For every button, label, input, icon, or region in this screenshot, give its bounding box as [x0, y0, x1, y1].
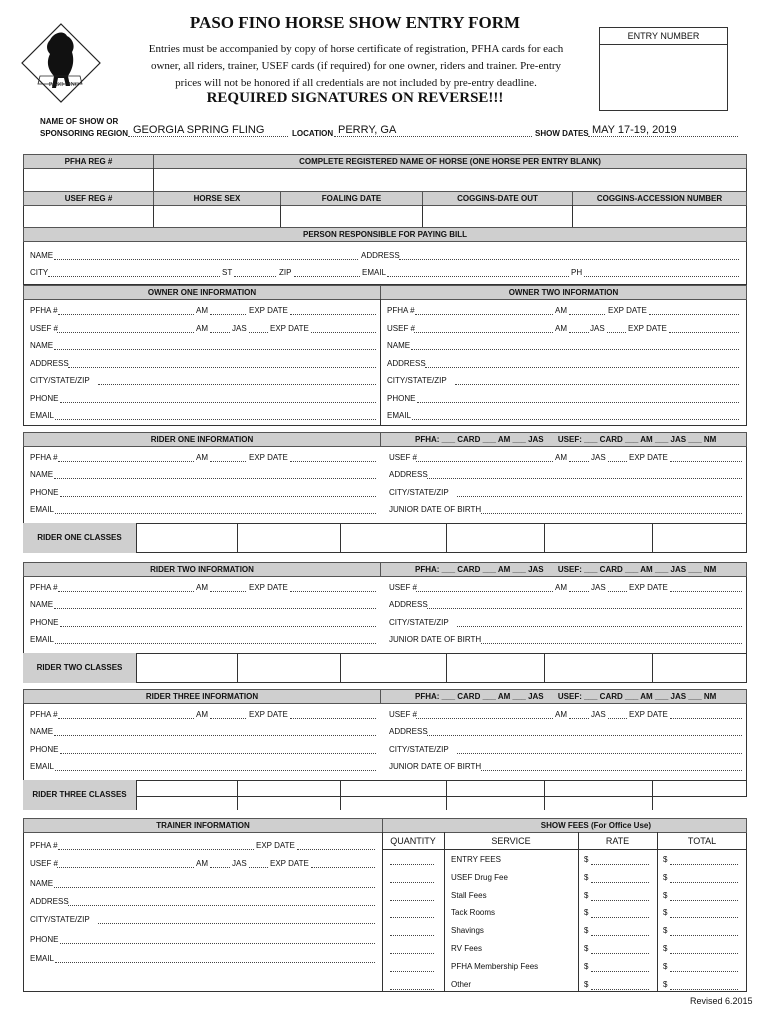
rider2-jas-label: JAS: [591, 583, 606, 592]
horse-sex-header: HORSE SEX: [153, 191, 281, 206]
show-name-label-2: SPONSORING REGION: [40, 129, 129, 138]
fee-total-field-7[interactable]: [670, 971, 738, 972]
fee-total-field-5[interactable]: [670, 935, 738, 936]
rider2-email-field[interactable]: [55, 643, 376, 644]
rider3-address-field[interactable]: [427, 735, 742, 736]
rider2-usef-field[interactable]: [416, 591, 553, 592]
owner1-email-label: EMAIL: [30, 411, 55, 420]
rider2-jas-field[interactable]: [608, 591, 627, 592]
rider1-name-field[interactable]: [54, 478, 376, 479]
owner2-email-field[interactable]: [412, 419, 739, 420]
owner1-am-field[interactable]: [210, 314, 246, 315]
rider3-phone-field[interactable]: [60, 753, 376, 754]
notice: [112, 41, 600, 92]
owner1-exp-field[interactable]: [290, 314, 376, 315]
rider2-exp2-label: EXP DATE: [629, 583, 668, 592]
rider3-jas-label: JAS: [591, 710, 606, 719]
rider2-usef-cards: USEF: ___ CARD ___ AM ___ JAS ___ NM: [557, 565, 717, 574]
rider3-class-slot-3[interactable]: [340, 780, 341, 810]
fee-qty-field-2[interactable]: [390, 882, 434, 883]
trainer-pfha-label: PFHA #: [30, 841, 58, 850]
owner2-usef-label: USEF #: [387, 324, 416, 333]
rider3-class-slot-4[interactable]: [446, 780, 447, 810]
rider2-junior-label: JUNIOR DATE OF BIRTH: [389, 635, 482, 644]
rider1-junior-field[interactable]: [481, 513, 742, 514]
rider1-name-label: NAME: [30, 470, 54, 479]
rider2-am-field[interactable]: [210, 591, 246, 592]
owner1-exp2-label: EXP DATE: [270, 324, 309, 333]
rider1-am-field[interactable]: [210, 461, 246, 462]
rider1-address-label: ADDRESS: [389, 470, 428, 479]
rider1-am2-label: AM: [555, 453, 567, 462]
rider3-class-slot-6[interactable]: [652, 780, 653, 810]
fee-rate-dollar-7: $: [584, 961, 589, 971]
owner1-jas-field[interactable]: [249, 332, 268, 333]
rider1-usef-cards: USEF: ___ CARD ___ AM ___ JAS ___ NM: [557, 435, 717, 444]
owner1-usef-label: USEF #: [30, 324, 59, 333]
fee-service-6: RV Fees: [451, 944, 482, 953]
owner2-name-field[interactable]: [411, 349, 739, 350]
rider1-jas-label: JAS: [591, 453, 606, 462]
fee-total-field-8[interactable]: [670, 989, 738, 990]
fee-service-4: Tack Rooms: [451, 908, 496, 918]
rider1-class-slot-3[interactable]: [340, 523, 341, 553]
fee-service-8: Other: [451, 979, 472, 989]
trainer-jas-label: JAS: [232, 859, 247, 868]
rider2-address-label: ADDRESS: [389, 600, 428, 609]
rider1-class-slot-5[interactable]: [544, 523, 545, 553]
fee-total-field-1[interactable]: [670, 864, 738, 865]
owner2-phone-field[interactable]: [417, 402, 739, 403]
owner1-am2-field[interactable]: [210, 332, 230, 333]
revised-date: Revised 6.2015: [690, 996, 753, 1006]
rider1-usef-label: USEF #: [389, 453, 418, 462]
owner1-name-label: NAME: [30, 341, 54, 350]
owner2-address-label: ADDRESS: [387, 359, 426, 368]
rider3-email-field[interactable]: [55, 770, 376, 771]
show-dates-field[interactable]: [588, 136, 738, 137]
fee-total-field-6[interactable]: [670, 953, 738, 954]
rider3-usef-label: USEF #: [389, 710, 418, 719]
payer-name-label: NAME: [30, 251, 54, 260]
fee-total-dollar-4: $: [663, 908, 668, 918]
trainer-exp2-label: EXP DATE: [270, 859, 309, 868]
rider3-exp-label: EXP DATE: [249, 710, 288, 719]
owner2-pfha-label: PFHA #: [387, 306, 415, 315]
owner2-email-label: EMAIL: [387, 411, 412, 420]
owner2-address-field[interactable]: [425, 367, 739, 368]
owner1-am-label: AM: [196, 306, 208, 315]
fee-rate-field-6[interactable]: [591, 953, 649, 954]
rider3-pfha-label: PFHA #: [30, 710, 58, 719]
logo: [20, 22, 102, 104]
trainer-pfha-field[interactable]: [58, 849, 254, 850]
fee-total-dollar-5: $: [663, 926, 668, 936]
trainer-jas-field[interactable]: [249, 867, 268, 868]
fee-service-3: Stall Fees: [451, 890, 487, 900]
owner2-csz-field[interactable]: [455, 384, 739, 385]
rider1-phone-field[interactable]: [60, 496, 376, 497]
rider2-class-slot-4[interactable]: [446, 653, 447, 683]
owner1-phone-label: PHONE: [30, 394, 59, 403]
fee-total-dollar-3: $: [663, 890, 668, 900]
owner-divider: [380, 299, 381, 426]
rider3-phone-label: PHONE: [30, 745, 59, 754]
payer-ph-field[interactable]: [584, 276, 739, 277]
rider2-phone-label: PHONE: [30, 618, 59, 627]
payer-email-label: EMAIL: [362, 268, 387, 277]
fee-total-dollar-6: $: [663, 944, 668, 953]
required-signatures: REQUIRED SIGNATURES ON REVERSE!!!: [206, 90, 504, 106]
fee-qty-field-5[interactable]: [390, 935, 434, 936]
fee-total-field-3[interactable]: [670, 900, 738, 901]
owner2-phone-label: PHONE: [387, 394, 416, 403]
fee-rate-field-8[interactable]: [591, 989, 649, 990]
rider1-exp-field[interactable]: [290, 461, 376, 462]
usef-reg-header: USEF REG #: [23, 191, 154, 206]
rider2-cards-header: [380, 562, 747, 577]
rider2-csz-field[interactable]: [457, 626, 742, 627]
rider2-header: RIDER TWO INFORMATION: [23, 562, 381, 577]
trainer-address-field[interactable]: [68, 905, 375, 906]
fees-col-divider-2: [578, 832, 579, 992]
pfha-reg-header: PFHA REG #: [23, 154, 154, 169]
rider1-pfha-label: PFHA #: [30, 453, 58, 462]
rider1-exp2-label: EXP DATE: [629, 453, 668, 462]
rider3-header: RIDER THREE INFORMATION: [23, 689, 381, 704]
payer-st-field[interactable]: [234, 276, 276, 277]
rider1-csz-label: CITY/STATE/ZIP: [389, 488, 449, 497]
payer-ph-label: PH: [571, 268, 583, 277]
trainer-usef-label: USEF #: [30, 859, 59, 868]
rider1-class-slot-4[interactable]: [446, 523, 447, 553]
rider2-phone-field[interactable]: [60, 626, 376, 627]
fees-total-header: TOTAL: [687, 836, 717, 846]
notice-line-3: prices will not be honored if all credentials are not included by pre-entry deadline.: [175, 77, 537, 89]
rider1-email-field[interactable]: [55, 513, 376, 514]
rider2-pfha-cards: PFHA: ___ CARD ___ AM ___ JAS: [415, 565, 544, 574]
fee-rate-dollar-2: $: [584, 872, 589, 882]
rider3-exp2-label: EXP DATE: [629, 710, 668, 719]
fee-rate-field-4[interactable]: [591, 917, 649, 918]
rider3-junior-field[interactable]: [481, 770, 742, 771]
rider3-pfha-field[interactable]: [58, 718, 194, 719]
trainer-address-label: ADDRESS: [30, 897, 69, 906]
rider2-class-slot-3[interactable]: [340, 653, 341, 683]
payer-zip-label: ZIP: [279, 268, 292, 277]
rider2-pfha-field[interactable]: [58, 591, 194, 592]
fee-qty-field-8[interactable]: [390, 989, 434, 990]
owner1-am2-label: AM: [196, 324, 208, 333]
rider2-class-slot-1[interactable]: [136, 653, 137, 683]
fees-col-divider-3: [657, 832, 658, 992]
payer-city-field[interactable]: [48, 276, 220, 277]
trainer-exp-label: EXP DATE: [256, 841, 295, 850]
trainer-phone-field[interactable]: [60, 943, 375, 944]
fees-rate-header: RATE: [605, 836, 630, 846]
fee-service-1: ENTRY FEES: [451, 855, 501, 864]
coggins-accession-header: COGGINS-ACCESSION NUMBER: [572, 191, 747, 206]
rider3-cards-header: [380, 689, 747, 704]
rider2-exp2-field[interactable]: [670, 591, 742, 592]
payer-city-label: CITY: [30, 268, 49, 277]
owner1-exp-label: EXP DATE: [249, 306, 288, 315]
rider2-junior-field[interactable]: [481, 643, 742, 644]
rider2-address-field[interactable]: [427, 608, 742, 609]
rider1-email-label: EMAIL: [30, 505, 55, 514]
rider1-pfha-field[interactable]: [58, 461, 194, 462]
trainer-fees-divider: [382, 832, 383, 992]
rider2-am2-label: AM: [555, 583, 567, 592]
rider1-class-slot-2[interactable]: [237, 523, 238, 553]
notice-line-2: owner, all riders, trainer, USEF cards (if required) for one owner, riders and trainer. Pre-entry: [150, 60, 562, 72]
rider3-junior-label: JUNIOR DATE OF BIRTH: [389, 762, 482, 771]
owner2-name-label: NAME: [387, 341, 411, 350]
payer-email-field[interactable]: [387, 276, 569, 277]
fee-rate-dollar-6: $: [584, 944, 589, 953]
trainer-header: TRAINER INFORMATION: [23, 818, 383, 833]
owner1-address-label: ADDRESS: [30, 359, 69, 368]
payer-zip-field[interactable]: [294, 276, 360, 277]
rider2-class-slot-2[interactable]: [237, 653, 238, 683]
payer-address-field[interactable]: [399, 259, 739, 260]
owner1-csz-field[interactable]: [98, 384, 376, 385]
rider1-csz-field[interactable]: [457, 496, 742, 497]
rider2-name-field[interactable]: [54, 608, 376, 609]
fee-rate-dollar-3: $: [584, 890, 589, 900]
rider2-csz-label: CITY/STATE/ZIP: [389, 618, 449, 627]
foaling-date-header: FOALING DATE: [280, 191, 423, 206]
rider3-csz-label: CITY/STATE/ZIP: [389, 745, 449, 754]
trainer-name-label: NAME: [30, 879, 54, 888]
show-name-label-1: NAME OF SHOW OR: [40, 117, 119, 126]
owner1-name-field[interactable]: [54, 349, 376, 350]
rider1-class-slot-6[interactable]: [652, 523, 653, 553]
fees-quantity-header: QUANTITY: [390, 836, 436, 846]
fee-qty-field-1[interactable]: [390, 864, 434, 865]
rider3-usef-field[interactable]: [416, 718, 553, 719]
rider3-exp2-field[interactable]: [670, 718, 742, 719]
location-field[interactable]: [334, 136, 532, 137]
owner2-pfha-field[interactable]: [415, 314, 553, 315]
fee-total-dollar-1: $: [663, 855, 668, 864]
payer-header: PERSON RESPONSIBLE FOR PAYING BILL: [23, 227, 747, 242]
rider1-exp2-field[interactable]: [670, 461, 742, 462]
rider3-class-slot-2[interactable]: [237, 780, 238, 810]
rider1-classes-label: RIDER ONE CLASSES: [23, 523, 136, 553]
show-name-value: GEORGIA SPRING FLING: [133, 124, 265, 136]
rider1-cards-header: [380, 432, 747, 447]
logo-text: PASO FINO: [48, 82, 80, 88]
rider1-class-slot-1[interactable]: [136, 523, 137, 553]
rider2-am-label: AM: [196, 583, 208, 592]
fee-rate-dollar-4: $: [584, 908, 589, 918]
rider3-am2-field[interactable]: [569, 718, 589, 719]
fee-service-5: Shavings: [451, 926, 484, 936]
trainer-csz-field[interactable]: [98, 923, 375, 924]
trainer-email-field[interactable]: [55, 962, 375, 963]
show-dates-label: SHOW DATES: [535, 129, 589, 138]
pfha-reg-field[interactable]: [153, 168, 154, 191]
owner-two-header: OWNER TWO INFORMATION: [380, 285, 747, 300]
fee-total-dollar-7: $: [663, 961, 668, 971]
location-label: LOCATION: [292, 129, 334, 138]
fee-qty-field-6[interactable]: [390, 953, 434, 954]
owner2-am-label: AM: [555, 306, 567, 315]
rider2-exp-field[interactable]: [290, 591, 376, 592]
owner2-exp2-label: EXP DATE: [628, 324, 667, 333]
trainer-name-field[interactable]: [54, 887, 375, 888]
rider3-class-slot-5[interactable]: [544, 780, 545, 810]
owner1-csz-label: CITY/STATE/ZIP: [30, 376, 90, 385]
fee-qty-field-3[interactable]: [390, 900, 434, 901]
trainer-exp-field[interactable]: [297, 849, 375, 850]
rider3-classes-label: RIDER THREE CLASSES: [23, 780, 136, 810]
owner2-jas-label: JAS: [590, 324, 605, 333]
rider2-classes-label: RIDER TWO CLASSES: [23, 653, 136, 683]
fee-total-field-2[interactable]: [670, 882, 738, 883]
owner-one-header: OWNER ONE INFORMATION: [23, 285, 381, 300]
fee-service-7: PFHA Membership Fees: [451, 961, 539, 971]
rider2-am2-field[interactable]: [569, 591, 589, 592]
rider3-am-field[interactable]: [210, 718, 246, 719]
rider3-email-label: EMAIL: [30, 762, 55, 771]
rider2-class-slot-5[interactable]: [544, 653, 545, 683]
rider1-am-label: AM: [196, 453, 208, 462]
trainer-exp2-field[interactable]: [311, 867, 375, 868]
fee-rate-dollar-8: $: [584, 979, 589, 989]
fee-rate-field-1[interactable]: [591, 864, 649, 865]
rider2-name-label: NAME: [30, 600, 54, 609]
trainer-phone-label: PHONE: [30, 935, 59, 944]
payer-name-field[interactable]: [54, 259, 358, 260]
fee-total-field-4[interactable]: [670, 917, 738, 918]
owner1-pfha-label: PFHA #: [30, 306, 58, 315]
trainer-am-label: AM: [196, 859, 208, 868]
owner2-jas-field[interactable]: [607, 332, 626, 333]
rider3-am-label: AM: [196, 710, 208, 719]
fee-rate-field-2[interactable]: [591, 882, 649, 883]
owner1-address-field[interactable]: [68, 367, 376, 368]
rider2-email-label: EMAIL: [30, 635, 55, 644]
fee-rate-field-3[interactable]: [591, 900, 649, 901]
entry-number-box[interactable]: [599, 27, 728, 111]
entry-number-label: ENTRY NUMBER: [600, 28, 727, 45]
owner2-exp-field[interactable]: [649, 314, 739, 315]
rider3-name-field[interactable]: [54, 735, 376, 736]
owner2-am2-label: AM: [555, 324, 567, 333]
rider3-address-label: ADDRESS: [389, 727, 428, 736]
fee-rate-field-5[interactable]: [591, 935, 649, 936]
horse-name-header: COMPLETE REGISTERED NAME OF HORSE (ONE HORSE PER ENTRY BLANK): [153, 154, 747, 169]
owner2-usef-field[interactable]: [414, 332, 553, 333]
show-name-field[interactable]: [128, 136, 288, 137]
rider3-am2-label: AM: [555, 710, 567, 719]
rider2-class-slot-6[interactable]: [652, 653, 653, 683]
rider3-jas-field[interactable]: [608, 718, 627, 719]
rider2-exp-label: EXP DATE: [249, 583, 288, 592]
trainer-email-label: EMAIL: [30, 954, 55, 963]
fee-rate-field-7[interactable]: [591, 971, 649, 972]
coggins-date-header: COGGINS-DATE OUT: [422, 191, 573, 206]
owner1-pfha-field[interactable]: [58, 314, 194, 315]
payer-address-label: ADDRESS: [361, 251, 400, 260]
owner2-am-field[interactable]: [569, 314, 605, 315]
rider1-jas-field[interactable]: [608, 461, 627, 462]
rider3-exp-field[interactable]: [290, 718, 376, 719]
owner1-exp2-field[interactable]: [311, 332, 376, 333]
owner1-email-field[interactable]: [55, 419, 376, 420]
show-dates-value: MAY 17-19, 2019: [592, 124, 677, 136]
rider3-name-label: NAME: [30, 727, 54, 736]
owner2-exp2-field[interactable]: [669, 332, 739, 333]
rider1-phone-label: PHONE: [30, 488, 59, 497]
owner2-csz-label: CITY/STATE/ZIP: [387, 376, 447, 385]
owner2-am2-field[interactable]: [569, 332, 589, 333]
rider1-header: RIDER ONE INFORMATION: [23, 432, 381, 447]
trainer-usef-field[interactable]: [57, 867, 194, 868]
trainer-csz-label: CITY/STATE/ZIP: [30, 915, 90, 924]
rider3-pfha-cards: PFHA: ___ CARD ___ AM ___ JAS: [415, 692, 544, 701]
owner1-jas-label: JAS: [232, 324, 247, 333]
rider3-csz-field[interactable]: [457, 753, 742, 754]
fee-total-dollar-2: $: [663, 872, 668, 882]
rider1-pfha-cards: PFHA: ___ CARD ___ AM ___ JAS: [415, 435, 544, 444]
owner1-usef-field[interactable]: [57, 332, 194, 333]
fee-total-dollar-8: $: [663, 979, 668, 989]
fee-qty-field-7[interactable]: [390, 971, 434, 972]
rider3-usef-cards: USEF: ___ CARD ___ AM ___ JAS ___ NM: [557, 692, 717, 701]
rider1-junior-label: JUNIOR DATE OF BIRTH: [389, 505, 482, 514]
horse-logo-icon: [20, 22, 102, 104]
location-value: PERRY, GA: [338, 124, 397, 136]
rider2-pfha-label: PFHA #: [30, 583, 58, 592]
form-title: PASO FINO HORSE SHOW ENTRY FORM: [189, 13, 521, 32]
trainer-am-field[interactable]: [210, 867, 230, 868]
fee-rate-dollar-5: $: [584, 926, 589, 936]
rider1-usef-field[interactable]: [416, 461, 553, 462]
fees-header-rule: [382, 849, 747, 850]
notice-line-1: Entries must be accompanied by copy of horse certificate of registration, PFHA cards for each: [148, 43, 564, 55]
owner2-exp-label: EXP DATE: [608, 306, 647, 315]
fee-rate-dollar-1: $: [584, 855, 589, 864]
fees-header: SHOW FEES (For Office Use): [382, 818, 747, 833]
payer-st-label: ST: [222, 268, 233, 277]
rider1-address-field[interactable]: [427, 478, 742, 479]
rider1-exp-label: EXP DATE: [249, 453, 288, 462]
rider3-class-slot-1[interactable]: [136, 780, 137, 810]
owner1-phone-field[interactable]: [60, 402, 376, 403]
fee-qty-field-4[interactable]: [390, 917, 434, 918]
fees-service-header: SERVICE: [491, 836, 531, 846]
rider1-am2-field[interactable]: [569, 461, 589, 462]
fees-col-divider-1: [444, 832, 445, 992]
rider2-usef-label: USEF #: [389, 583, 418, 592]
fee-service-2: USEF Drug Fee: [451, 872, 508, 882]
